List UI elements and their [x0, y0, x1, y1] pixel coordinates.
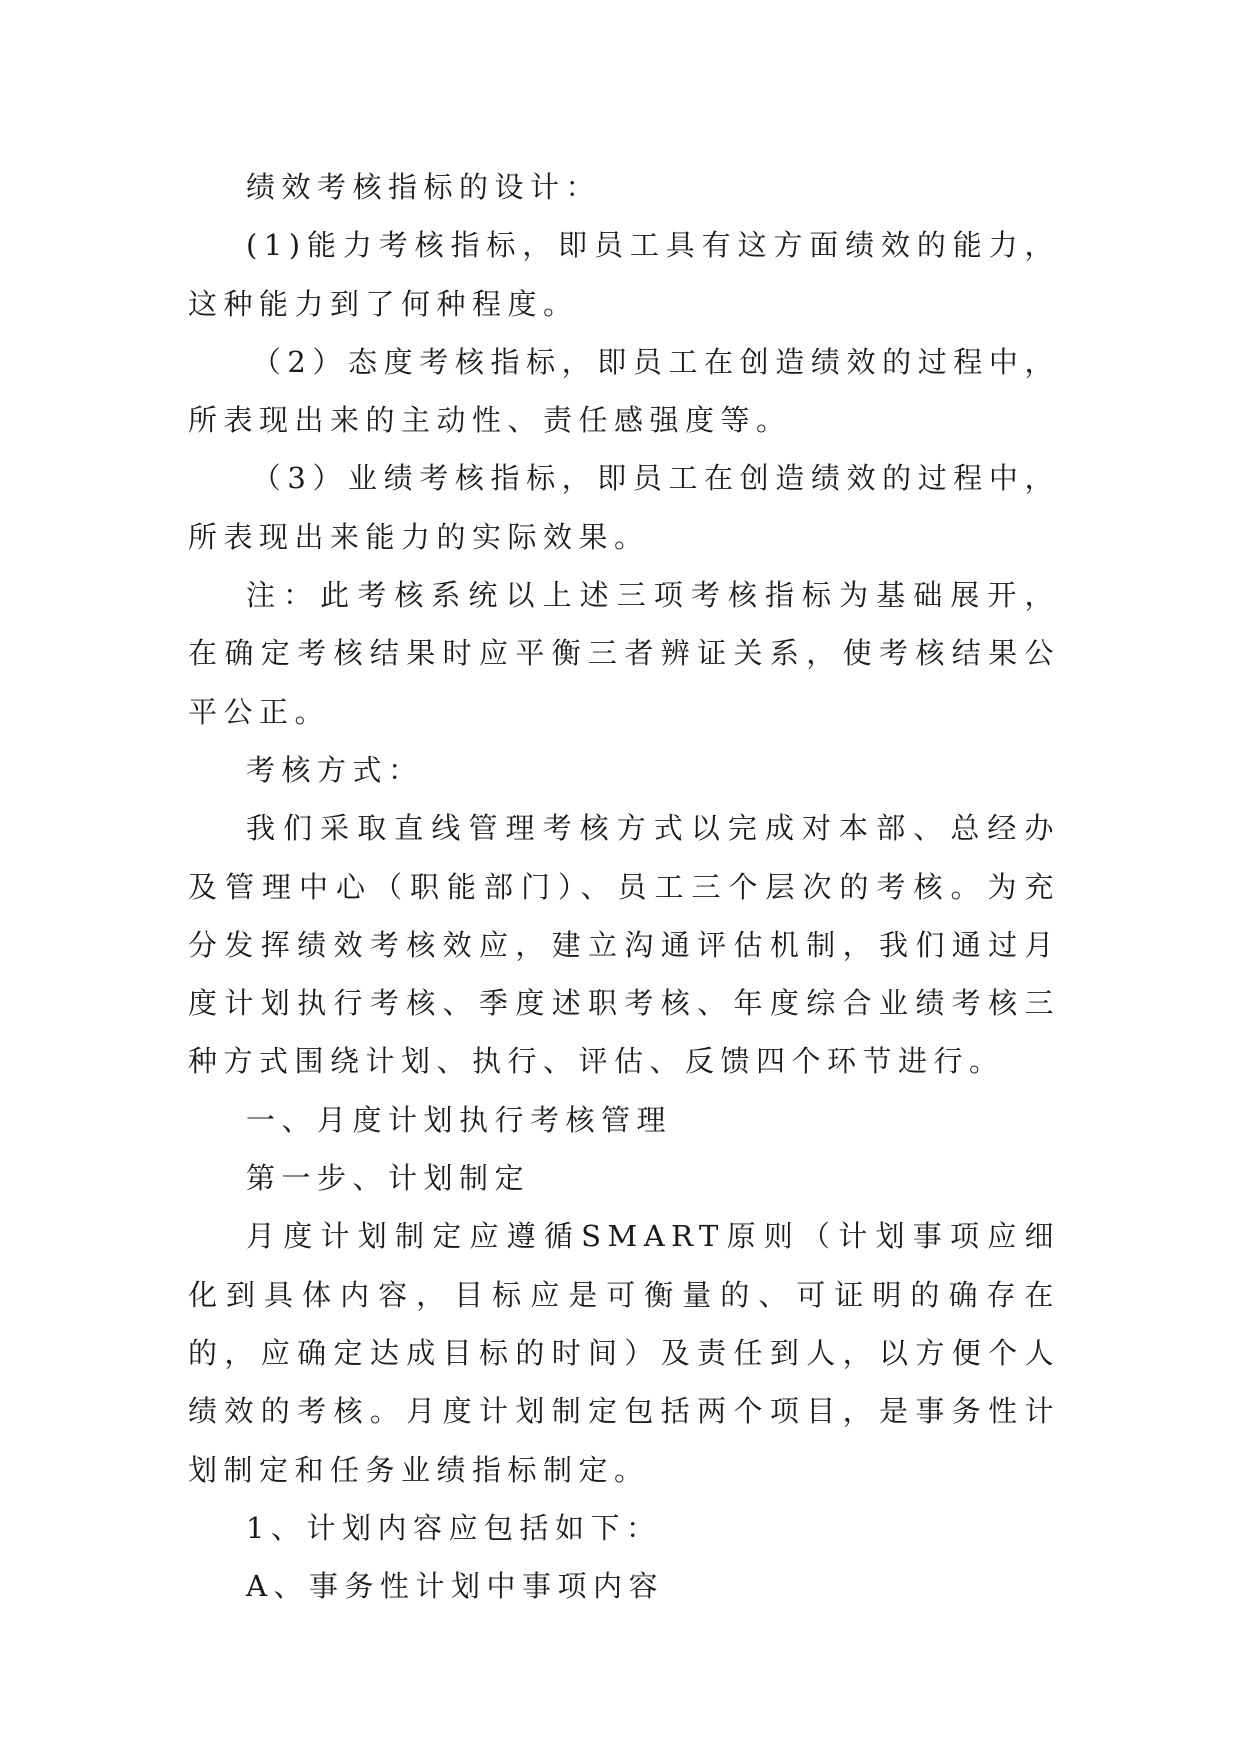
paragraph-heading-indicator-design: 绩效考核指标的设计：: [246, 170, 602, 204]
paragraph-section-monthly: 一、月度计划执行考核管理: [246, 1102, 673, 1137]
paragraph-plan-contents: 1、计划内容应包括如下：: [246, 1510, 662, 1545]
paragraph-item-a: A、事务性计划中事项内容: [246, 1569, 664, 1604]
paragraph-step-one: 第一步、计划制定: [246, 1161, 531, 1196]
paragraph-heading-assessment-method: 考核方式：: [246, 752, 424, 787]
paragraph-attitude-indicator: （2）态度考核指标，即员工在创造绩效的过程中，所表现出来的主动性、责任感强度等。: [188, 344, 1060, 438]
paragraph-note: 注：此考核系统以上述三项考核指标为基础展开，在确定考核结果时应平衡三者辨证关系，使考核结果公平公正。: [188, 578, 1060, 729]
document-body: [188, 158, 1060, 1615]
paragraph-smart-principle: 月度计划制定应遵循SMART原则（计划事项应细化到具体内容，目标应是可衡量的、可证明的确存在的，应确定达成目标的时间）及责任到人，以方便个人绩效的考核。月度计划制定包括两个项目，是事务性计划制定和任务业绩指标制定。: [188, 1219, 1060, 1487]
paragraph-assessment-method: 我们采取直线管理考核方式以完成对本部、总经办及管理中心（职能部门）、员工三个层次的考核。为充分发挥绩效考核效应，建立沟通评估机制，我们通过月度计划执行考核、季度述职考核、年度综合业绩考核三种方式围绕计划、执行、评估、反馈四个环节进行。: [188, 811, 1060, 1079]
paragraph-ability-indicator: (1)能力考核指标，即员工具有这方面绩效的能力，这种能力到了何种程度。: [188, 228, 1060, 321]
paragraph-performance-indicator: （3）业绩考核指标，即员工在创造绩效的过程中，所表现出来能力的实际效果。: [188, 461, 1060, 554]
